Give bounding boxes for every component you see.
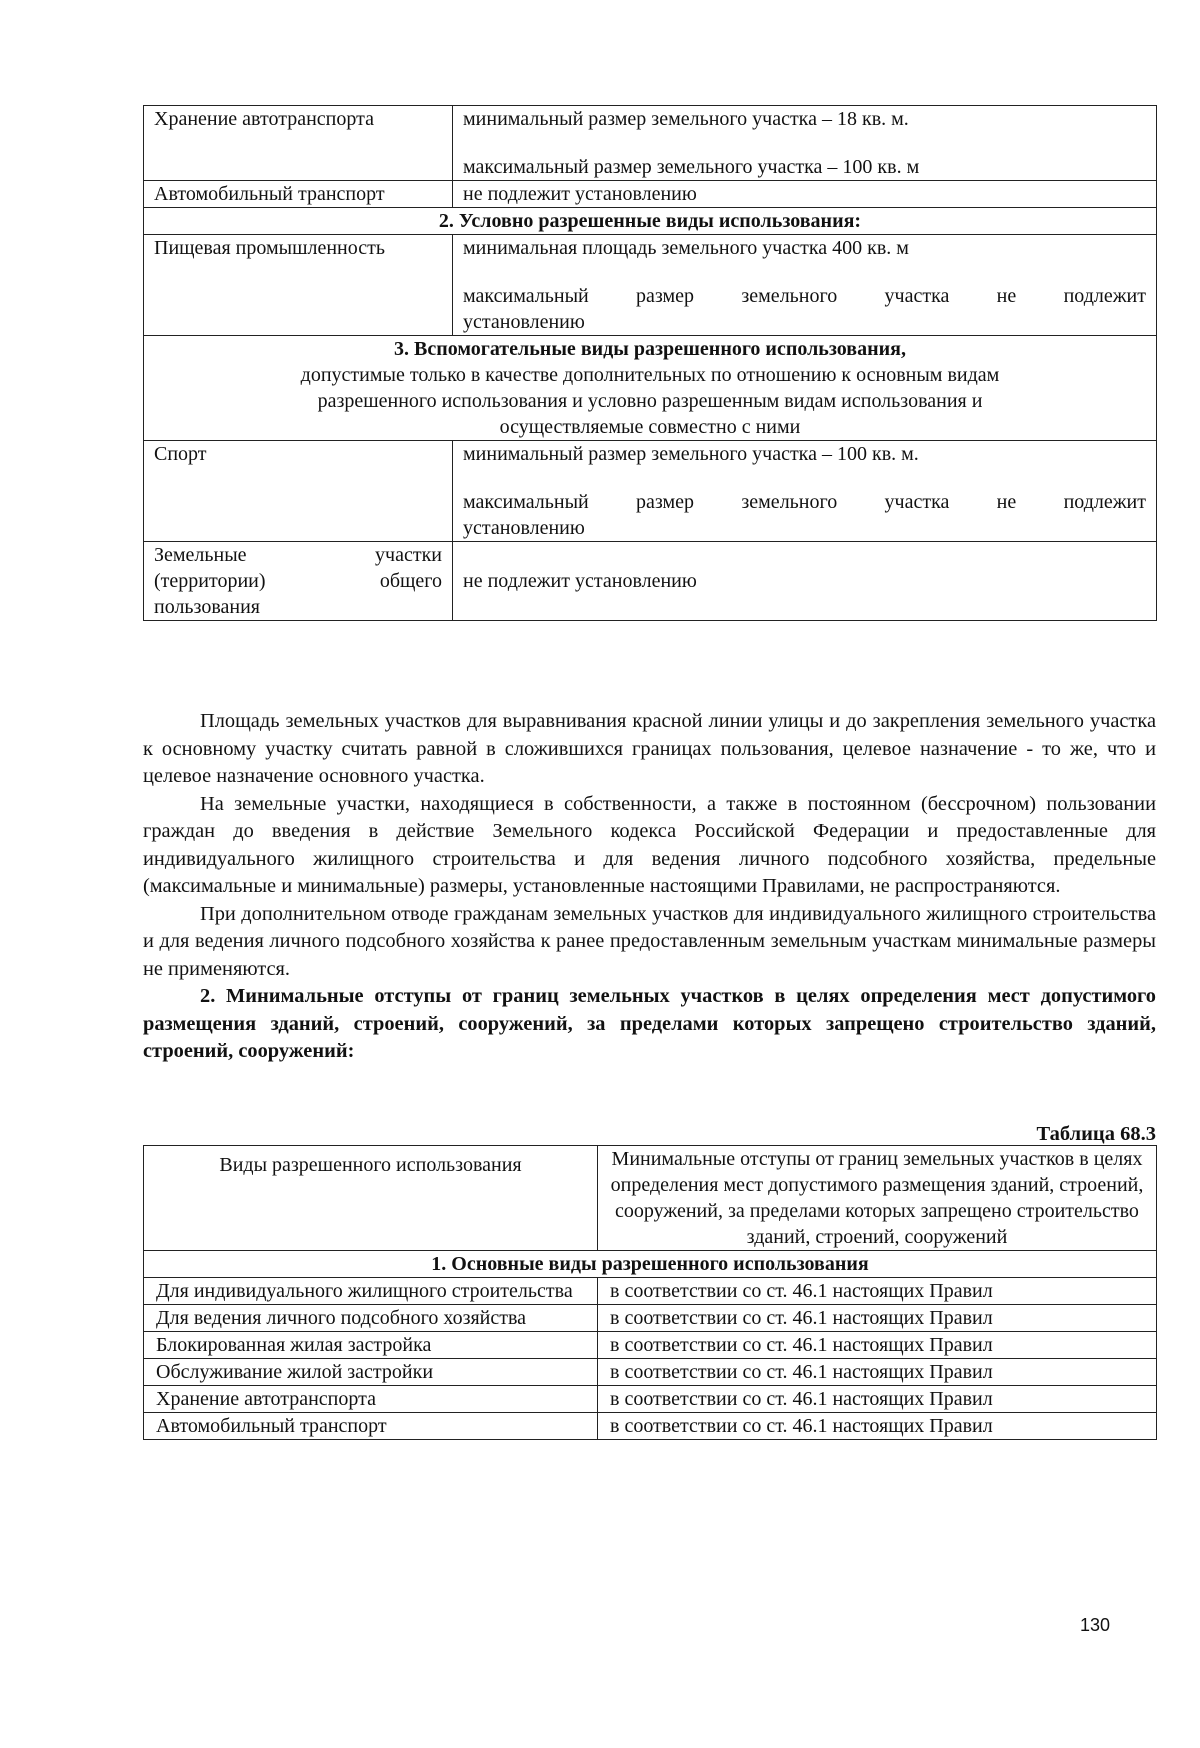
use-type-cell: Хранение автотранспорта [144,106,453,181]
use-type-cell: Спорт [144,441,453,542]
setback-table [143,1145,1157,1440]
table-section-row [144,208,1157,235]
page-number: 130 [1080,1615,1111,1635]
section-subtitle: осуществляемые совместно с ними [499,416,801,438]
table-row [144,1332,1157,1359]
paragraph: На земельные участки, находящиеся в собственности, а также в постоянном (бессрочном) пользовании граждан до введения в действие Земельного кодекса Российской Федерации и предоставленные для индивидуального жилищного строительства и для ведения личного подсобного хозяйства, предельные (максимальные и минимальные) размеры, установленные настоящими Правилами, не распространяются. [143,792,1156,897]
section-subtitle: допустимые только в качестве дополнительных по отношению к основным видам [300,364,1000,386]
size-min: минимальный размер земельного участка – 18 кв. м. [463,108,909,130]
size-max: максимальный размер земельного участка – 100 кв. м [463,156,920,178]
setback-cell: в соответствии со ст. 46.1 настоящих Правил [598,1305,1157,1332]
section-heading-2: 2. Минимальные отступы от границ земельных участков в целях определения мест допустимого размещения зданий, строений, сооружений, за пределами которых запрещено строительство зданий, строений, сооружений: [143,985,1156,1062]
table-row [144,1386,1157,1413]
size-cell [453,235,1157,336]
setback-cell: в соответствии со ст. 46.1 настоящих Правил [598,1359,1157,1386]
section-heading [144,336,1157,441]
table-row [144,106,1157,181]
setback-cell: в соответствии со ст. 46.1 настоящих Правил [598,1413,1157,1440]
table-header-row [144,1146,1157,1251]
size-max-cont: установлению [463,517,585,539]
section-title: 3. Вспомогательные виды разрешенного использования, [394,338,906,360]
table-caption: Таблица 68.3 [1036,1123,1156,1145]
land-use-size-table [143,105,1157,621]
table-row [144,441,1157,542]
table-row [144,1413,1157,1440]
size-min: минимальная площадь земельного участка 400 кв. м [463,237,909,259]
size-max: максимальный размер земельного участка не подлежит [463,491,1146,513]
setback-cell: в соответствии со ст. 46.1 настоящих Правил [598,1278,1157,1305]
size-cell: не подлежит установлению [453,181,1157,208]
use-type-cell: Для ведения личного подсобного хозяйства [144,1305,598,1332]
table-row [144,542,1157,621]
size-max: максимальный размер земельного участка не подлежит [463,285,1146,307]
size-cell [453,441,1157,542]
use-type-cell: Автомобильный транспорт [144,181,453,208]
column-header-setback: Минимальные отступы от границ земельных участков в целях определения мест допустимого размещения зданий, строений, сооружений, за пределами которых запрещено строительство зданий, строений, сооружений [598,1146,1157,1251]
use-type-line: Земельные участки [154,544,442,566]
table-row [144,235,1157,336]
table-row [144,1305,1157,1332]
size-min: минимальный размер земельного участка – 100 кв. м. [463,443,919,465]
use-type-cell: Автомобильный транспорт [144,1413,598,1440]
use-type-line: пользования [154,596,260,618]
setback-cell: в соответствии со ст. 46.1 настоящих Правил [598,1332,1157,1359]
size-cell: не подлежит установлению [453,542,1157,621]
table-row [144,1359,1157,1386]
use-type-cell: Блокированная жилая застройка [144,1332,598,1359]
table-section-row [144,336,1157,441]
table-section-row [144,1251,1157,1278]
use-type-line: (территории) общего [154,570,442,592]
setback-cell: в соответствии со ст. 46.1 настоящих Правил [598,1386,1157,1413]
size-max-cont: установлению [463,311,585,333]
size-cell [453,106,1157,181]
use-type-cell: Хранение автотранспорта [144,1386,598,1413]
paragraph: Площадь земельных участков для выравнивания красной линии улицы и до закрепления земельного участка к основному участку считать равной в сложившихся границах пользования, целевое назначение - то же, что и целевое назначение основного участка. [143,710,1156,787]
section-heading: 2. Условно разрешенные виды использования: [144,208,1157,235]
column-header-use-type: Виды разрешенного использования [144,1146,598,1251]
use-type-cell [144,542,453,621]
table-row [144,181,1157,208]
table-row [144,1278,1157,1305]
body-text [143,708,1156,1066]
section-heading: 1. Основные виды разрешенного использования [144,1251,1157,1278]
use-type-cell: Пищевая промышленность [144,235,453,336]
use-type-cell: Обслуживание жилой застройки [144,1359,598,1386]
section-subtitle: разрешенного использования и условно разрешенным видам использования и [317,390,983,412]
paragraph: При дополнительном отводе гражданам земельных участков для индивидуального жилищного строительства и для ведения личного подсобного хозяйства к ранее предоставленным земельным участкам минимальные размеры не применяются. [143,902,1156,980]
use-type-cell: Для индивидуального жилищного строительства [144,1278,598,1305]
